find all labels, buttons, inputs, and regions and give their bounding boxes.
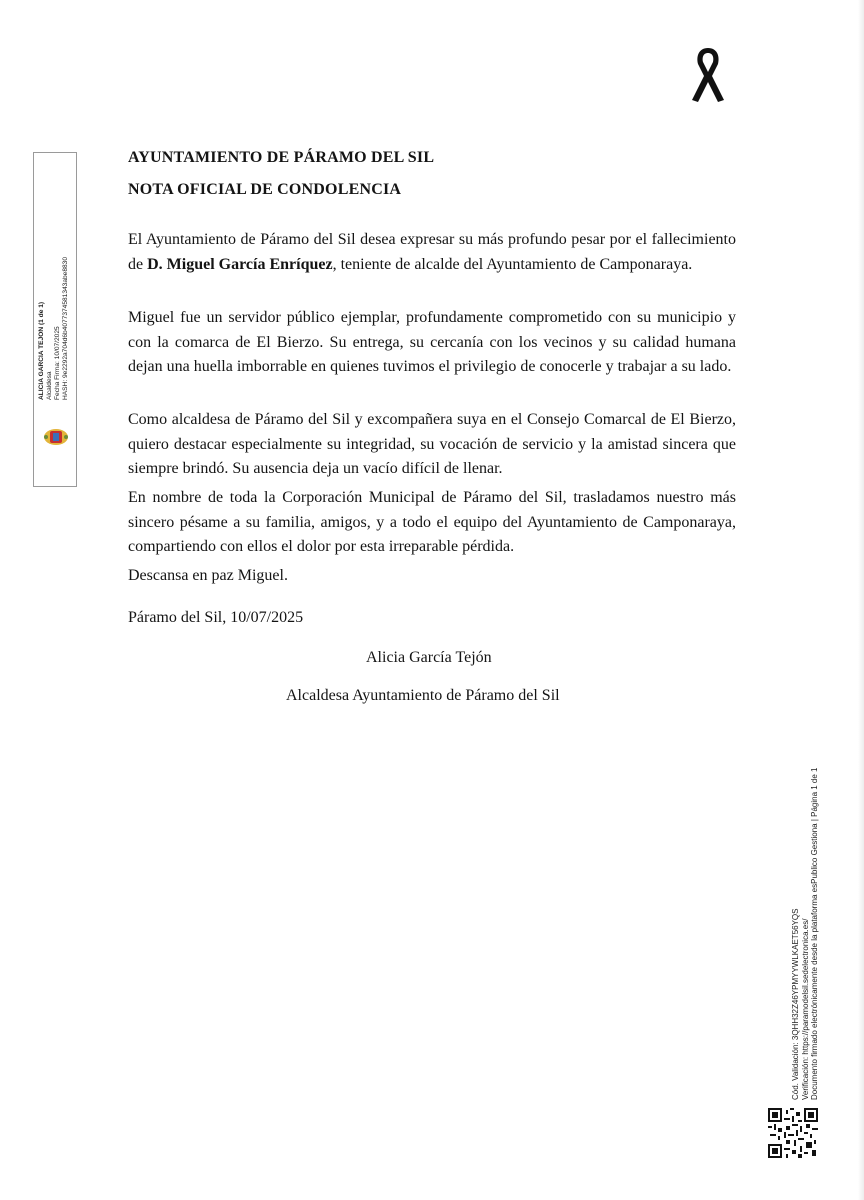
paragraph-1	[128, 228, 736, 277]
p1-before: El Ayuntamiento de Páramo del Sil desea expresar su más profundo pesar por el fallecimiento de	[128, 231, 736, 273]
paragraph-3: Como alcaldesa de Páramo del Sil y excompañera suya en el Consejo Comarcal de El Bierzo, quiero destacar especialmente su integridad, su vocación de servicio y la amistad sincera que siempre brindó. Su ausencia deja un vacío difícil de llenar.	[128, 411, 736, 477]
p1-after: , teniente de alcalde del Ayuntamiento de Camponaraya.	[332, 255, 693, 273]
document-subtitle: NOTA OFICIAL DE CONDOLENCIA	[128, 181, 402, 198]
closing-line: Descansa en paz Miguel.	[128, 567, 288, 584]
stamp-signer: ALICIA GARCIA TEJON (1 de 1)	[38, 301, 45, 400]
signer-title: Alcaldesa Ayuntamiento de Páramo del Sil	[286, 687, 560, 704]
stamp-hash: HASH: 9e2292a704d6b4077374581343abe8830	[62, 257, 69, 400]
paragraph-4: En nombre de toda la Corporación Municipal de Páramo del Sil, trasladamos nuestro más sincero pésame a su familia, amigos, y a todo el equipo del Ayuntamiento de Camponaraya, compartiendo con ellos el dolor por esta irreparable pérdida.	[128, 489, 736, 555]
verification-url: Verificación: https://paramodelsil.sedelectronica.es/	[800, 918, 810, 1100]
validation-code: Cód. Validación: 3QHH32Z46YPMYYWLKAET56YQS	[791, 908, 800, 1100]
deceased-name: D. Miguel García Enríquez	[147, 255, 333, 273]
municipal-crest-icon	[42, 427, 70, 447]
signature-stamp-text	[38, 257, 70, 400]
page-edge-shadow	[858, 0, 864, 1200]
verification-text	[791, 768, 820, 1101]
place-date: Páramo del Sil, 10/07/2025	[128, 609, 304, 626]
paragraph-2: Miguel fue un servidor público ejemplar, profundamente comprometido con su municipio y con la comarca de El Bierzo. Su entrega, su cercanía con los vecinos y su calidad humana dejan una huella imborrable en quienes tuvimos el privilegio de conocerle y trabajar a su lado.	[128, 309, 736, 375]
signer-name: Alicia García Tejón	[366, 649, 492, 666]
stamp-date: Fecha Firma: 10/07/2025	[54, 326, 61, 400]
stamp-role: Alcaldesa	[46, 371, 53, 400]
signature-note: Documento firmado electrónicamente desde la plataforma esPublico Gestiona | Página 1 de 1	[810, 767, 819, 1100]
mourning-ribbon-icon	[684, 44, 732, 104]
qr-code-icon	[768, 1108, 818, 1158]
page-title: AYUNTAMIENTO DE PÁRAMO DEL SIL	[128, 149, 435, 166]
